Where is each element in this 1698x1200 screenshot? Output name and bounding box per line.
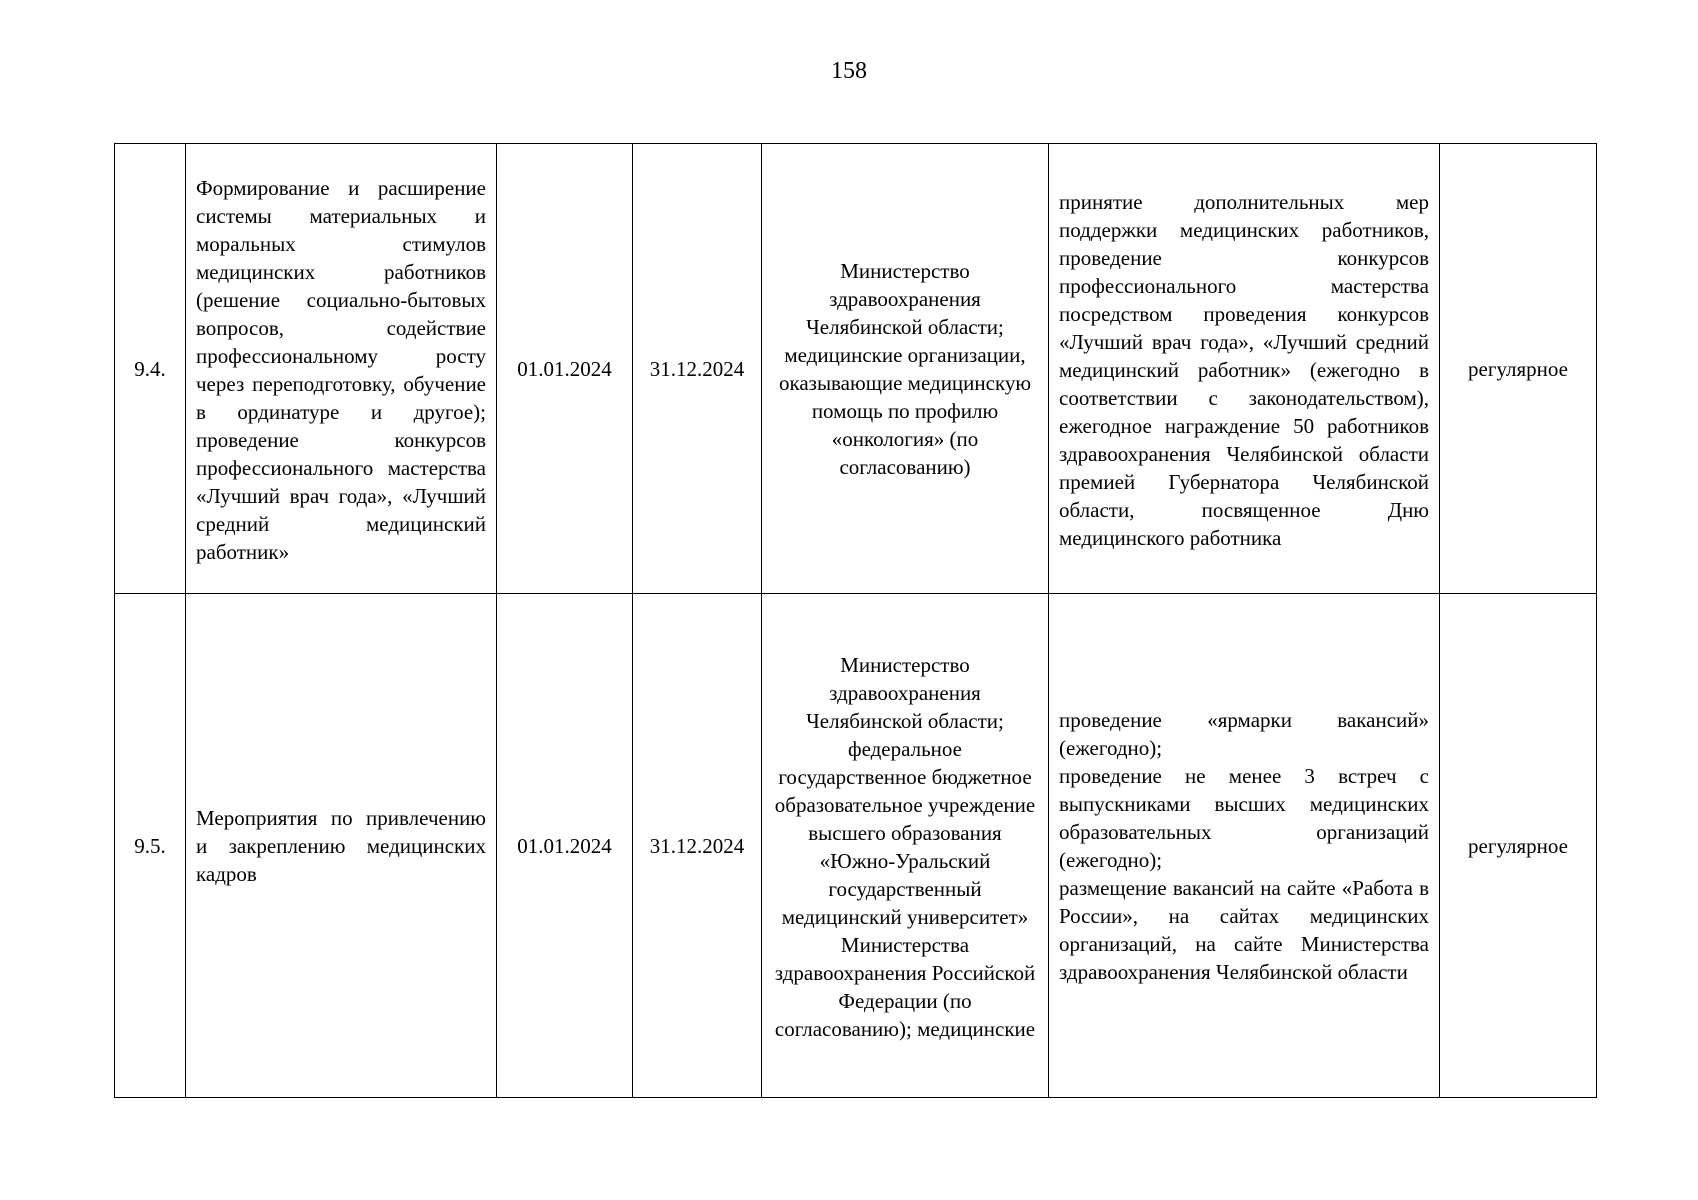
periodicity: регулярное	[1440, 594, 1597, 1098]
table-row	[115, 144, 1597, 594]
table-row	[115, 594, 1597, 1098]
result-line: проведение «ярмарки вакансий» (ежегодно);	[1059, 707, 1429, 760]
expected-result	[1049, 594, 1440, 1098]
row-number: 9.5.	[115, 594, 186, 1098]
start-date: 01.01.2024	[497, 594, 633, 1098]
end-date: 31.12.2024	[633, 594, 762, 1098]
result-line: проведение не менее 3 встреч с выпускниками высших медицинских образовательных организаций (ежегодно);	[1059, 763, 1429, 872]
responsible-executor	[762, 594, 1049, 1098]
activity-name-text: Мероприятия по привлечению и закреплению медицинских кадров	[196, 805, 486, 886]
activity-name-text: Формирование и расширение системы материальных и моральных стимулов медицинских работников (решение социально-бытовых вопросов, содействие профессиональному росту через переподготовку, обучение в ординатуре и другое); проведение конкурсов профессионального мастерства «Лучший врач года», «Лучший средний медицинский работник»	[196, 175, 486, 564]
expected-result-text: принятие дополнительных мер поддержки медицинских работников, проведение конкурсов профессионального мастерства посредством проведения конкурсов «Лучший врач года», «Лучший средний медицинский работник» (ежегодно в соответствии с законодательством), ежегодное награждение 50 работников здравоохранения Челябинской области премией Губернатора Челябинской области, посвященное Дню медицинского работника	[1059, 189, 1429, 550]
activity-name	[186, 144, 497, 594]
page-number: 158	[831, 58, 867, 84]
end-date: 31.12.2024	[633, 144, 762, 594]
row-number: 9.4.	[115, 144, 186, 594]
result-line: размещение вакансий на сайте «Работа в России», на сайтах медицинских организаций, на сайте Министерства здравоохранения Челябинской области	[1059, 875, 1429, 984]
expected-result	[1049, 144, 1440, 594]
activities-table	[114, 143, 1597, 1098]
activity-name	[186, 594, 497, 1098]
responsible-executor: Министерство здравоохранения Челябинской области; медицинские организации, оказывающие медицинскую помощь по профилю «онкология» (по согласованию)	[762, 144, 1049, 594]
responsible-executor-text: Министерство здравоохранения Челябинской области; федеральное государственное бюджетное образовательное учреждение высшего образования «Южно-Уральский государственный медицинский университет» Министерства здравоохранения Российской Федерации (по согласованию); медицинские	[774, 652, 1036, 1041]
start-date: 01.01.2024	[497, 144, 633, 594]
periodicity: регулярное	[1440, 144, 1597, 594]
